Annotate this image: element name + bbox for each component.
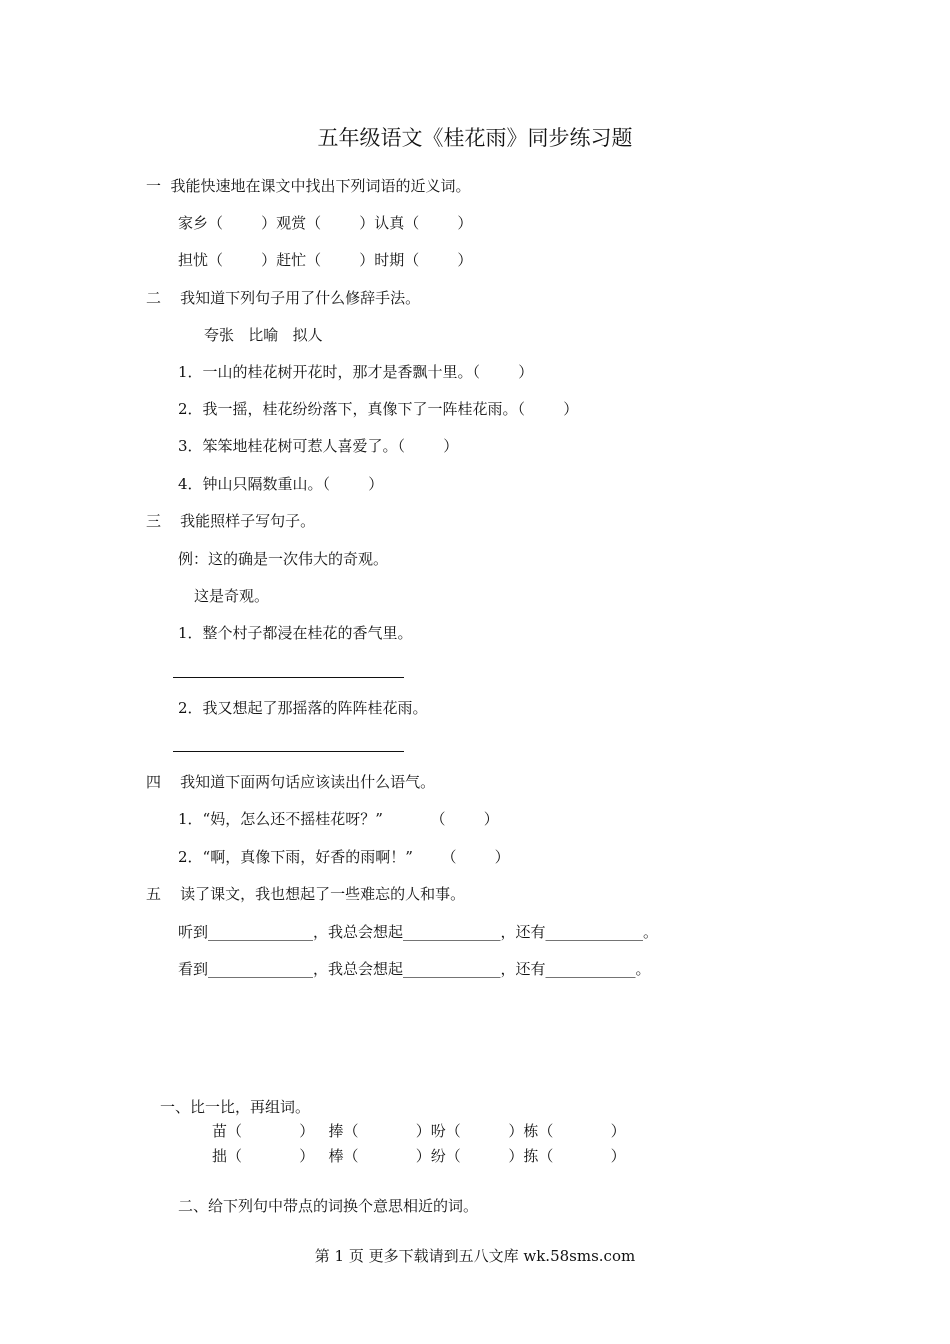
page-title: 五年级语文《桂花雨》同步练习题: [317, 126, 633, 150]
section-1-line-2: 担忧（ ）赶忙（ ）时期（ ）: [178, 251, 473, 269]
section-4-item-2: 2．“啊，真像下雨，好香的雨啊！” （ ）: [178, 848, 510, 866]
section-2-options: 夸张 比喻 拟人: [204, 326, 323, 344]
part2-q1-heading: 一、比一比，再组词。: [160, 1098, 311, 1116]
section-3-example-1: 例：这的确是一次伟大的奇观。: [178, 550, 389, 568]
section-4-heading: 四 我知道下面两句话应该读出什么语气。: [146, 773, 436, 791]
part2-q2-heading: 二、给下列句中带点的词换个意思相近的词。: [178, 1197, 479, 1215]
answer-line-1: [173, 677, 404, 678]
section-3-item-2: 2．我又想起了那摇落的阵阵桂花雨。: [178, 699, 428, 717]
section-3-example-2: 这是奇观。: [194, 587, 270, 605]
section-1-heading: 一 我能快速地在课文中找出下列词语的近义词。: [146, 177, 471, 195]
part2-q1-row-1: 苗（ ） 捧（ ）吩（ ）栋（ ）: [212, 1122, 626, 1140]
section-3-item-1: 1．整个村子都浸在桂花的香气里。: [178, 624, 413, 642]
section-5-line-1: 听到______________，我总会想起_____________，还有_____________。: [178, 923, 659, 941]
section-2-item-2: 2．我一摇，桂花纷纷落下，真像下了一阵桂花雨。（ ）: [178, 400, 579, 418]
page-footer: 第 1 页 更多下载请到五八文库 wk.58sms.com: [314, 1247, 636, 1265]
part2-q1-row-2: 拙（ ） 棒（ ）纷（ ）拣（ ）: [212, 1147, 626, 1165]
section-2-item-1: 1．一山的桂花树开花时，那才是香飘十里。（ ）: [178, 363, 534, 381]
section-1-line-1: 家乡（ ）观赏（ ）认真（ ）: [178, 214, 473, 232]
answer-line-2: [173, 751, 404, 752]
section-5-line-2: 看到______________，我总会想起_____________，还有____________。: [178, 960, 651, 978]
section-4-item-1: 1．“妈，怎么还不摇桂花呀？” （ ）: [178, 810, 499, 828]
section-5-heading: 五 读了课文，我也想起了一些难忘的人和事。: [146, 885, 466, 903]
section-2-item-4: 4．钟山只隔数重山。（ ）: [178, 475, 384, 493]
section-2-heading: 二 我知道下列句子用了什么修辞手法。: [146, 289, 421, 307]
section-2-item-3: 3．笨笨地桂花树可惹人喜爱了。（ ）: [178, 437, 459, 455]
section-3-heading: 三 我能照样子写句子。: [146, 512, 316, 530]
